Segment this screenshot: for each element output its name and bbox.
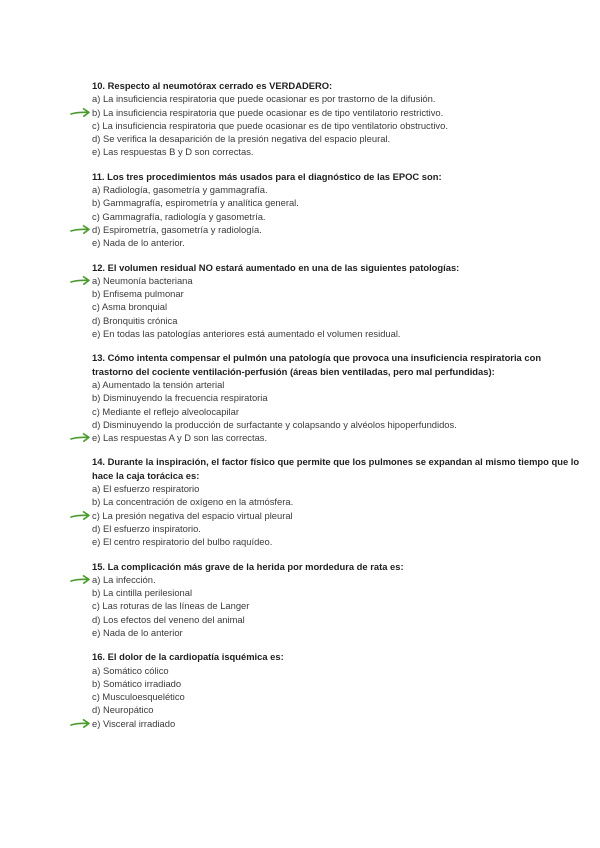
answer-option (92, 573, 582, 586)
question-title: 10. Respecto al neumotórax cerrado es VERDADERO: (92, 80, 333, 91)
answer-option (92, 613, 582, 626)
answer-option-text: d) Espirometría, gasometría y radiología. (92, 223, 262, 235)
answer-option-text: d) Neuropático (92, 704, 154, 716)
answer-option (92, 92, 582, 105)
question-block (92, 79, 582, 159)
answer-option (92, 599, 582, 612)
answer-option-text: c) La insuficiencia respiratoria que puede ocasionar es de tipo ventilatorio obstructivo. (92, 119, 448, 131)
answer-option (92, 626, 582, 639)
answer-option-text: a) Aumentado la tensión arterial (92, 378, 225, 390)
answer-option-text: b) La concentración de oxígeno en la atmósfera. (92, 496, 294, 508)
answer-option-text: c) Musculoesquelético (92, 691, 185, 703)
answer-option (92, 586, 582, 599)
answer-option-text: b) La insuficiencia respiratoria que puede ocasionar es de tipo ventilatorio restrictivo. (92, 106, 444, 118)
answer-option (92, 327, 582, 340)
answer-option-text: b) Disminuyendo la frecuencia respiratoria (92, 392, 268, 404)
answer-option (92, 145, 582, 158)
answer-option-text: b) La cintilla perilesional (92, 587, 193, 599)
answer-option-text: a) La insuficiencia respiratoria que puede ocasionar es por trastorno de la difusión. (92, 93, 436, 105)
answer-option (92, 522, 582, 535)
question-block (92, 650, 582, 730)
answer-option (92, 535, 582, 548)
answer-option (92, 703, 582, 716)
answer-option (92, 482, 582, 495)
answer-option-text: c) Gammagrafía, radiología y gasometría. (92, 210, 266, 222)
document-page (92, 79, 582, 741)
answer-option-text: c) Las roturas de las líneas de Langer (92, 600, 250, 612)
answer-option (92, 119, 582, 132)
green-arrow-mark-icon (70, 510, 92, 521)
question-block (92, 455, 582, 548)
answer-option (92, 274, 582, 287)
answer-option (92, 183, 582, 196)
answer-option (92, 495, 582, 508)
answer-option-text: a) Radiología, gasometría y gammagrafía. (92, 184, 268, 196)
answer-option (92, 418, 582, 431)
answer-option (92, 210, 582, 223)
answer-option-text: a) El esfuerzo respiratorio (92, 483, 200, 495)
answer-option (92, 664, 582, 677)
answer-option-text: c) Asma bronquial (92, 301, 168, 313)
answer-option (92, 677, 582, 690)
answer-option (92, 287, 582, 300)
green-arrow-mark-icon (70, 107, 92, 118)
question-title: 11. Los tres procedimientos más usados para el diagnóstico de las EPOC son: (92, 170, 442, 182)
question-block (92, 261, 582, 341)
answer-option (92, 314, 582, 327)
answer-option-text: d) El esfuerzo inspiratorio. (92, 522, 201, 534)
green-arrow-mark-icon (70, 275, 92, 286)
answer-option-text: b) Gammagrafía, espirometría y analítica general. (92, 197, 299, 209)
answer-option-text: e) Las respuestas B y D son correctas. (92, 146, 254, 158)
answer-option-text: a) Somático cólico (92, 664, 169, 676)
answer-option (92, 509, 582, 522)
answer-option (92, 431, 582, 444)
answer-option (92, 236, 582, 249)
answer-option-text: e) En todas las patologías anteriores está aumentado el volumen residual. (92, 328, 401, 340)
question-title: 12. El volumen residual NO estará aumentado en una de las siguientes patologías: (92, 261, 460, 273)
green-arrow-mark-icon (70, 224, 92, 235)
answer-option-text: c) Mediante el reflejo alveolocapilar (92, 405, 239, 417)
question-block (92, 351, 582, 444)
answer-option-text: a) Neumonía bacteriana (92, 274, 193, 286)
answer-option-text: e) El centro respiratorio del bulbo raquídeo. (92, 536, 273, 548)
answer-option (92, 391, 582, 404)
answer-option (92, 300, 582, 313)
answer-option-text: a) La infección. (92, 573, 156, 585)
answer-option-text: b) Somático irradiado (92, 677, 182, 689)
answer-option (92, 690, 582, 703)
answer-option (92, 717, 582, 730)
answer-option-text: b) Enfisema pulmonar (92, 288, 184, 300)
answer-option-text: d) Bronquitis crónica (92, 314, 178, 326)
question-block (92, 560, 582, 640)
answer-option-text: e) Visceral irradiado (92, 717, 176, 729)
answer-option-text: e) Nada de lo anterior (92, 626, 183, 638)
green-arrow-mark-icon (70, 574, 92, 585)
green-arrow-mark-icon (70, 432, 92, 443)
answer-option (92, 132, 582, 145)
answer-option-text: d) Disminuyendo la producción de surfactante y colapsando y alvéolos hipoperfundidos. (92, 418, 457, 430)
question-title: 16. El dolor de la cardiopatía isquémica es: (92, 651, 284, 663)
answer-option-text: d) Los efectos del veneno del animal (92, 613, 245, 625)
question-title: 14. Durante la inspiración, el factor físico que permite que los pulmones se expandan al mismo tiempo que lo hace la caja torácica es: (92, 456, 580, 481)
answer-option (92, 378, 582, 391)
answer-option (92, 223, 582, 236)
answer-option (92, 106, 582, 119)
question-title: 13. Cómo intenta compensar el pulmón una patología que provoca una insuficiencia respiratoria con trastorno del cociente ventilación-perfusión (áreas bien ventiladas, pero mal perfundidas): (92, 352, 542, 377)
answer-option-text: e) Nada de lo anterior. (92, 237, 185, 249)
answer-option-text: e) Las respuestas A y D son las correctas. (92, 432, 268, 444)
question-title: 15. La complicación más grave de la herida por mordedura de rata es: (92, 560, 404, 572)
green-arrow-mark-icon (70, 718, 92, 729)
answer-option-text: c) La presión negativa del espacio virtual pleural (92, 509, 293, 521)
answer-option-text: d) Se verifica la desaparición de la presión negativa del espacio pleural. (92, 133, 391, 145)
answer-option (92, 196, 582, 209)
answer-option (92, 405, 582, 418)
question-block (92, 170, 582, 250)
